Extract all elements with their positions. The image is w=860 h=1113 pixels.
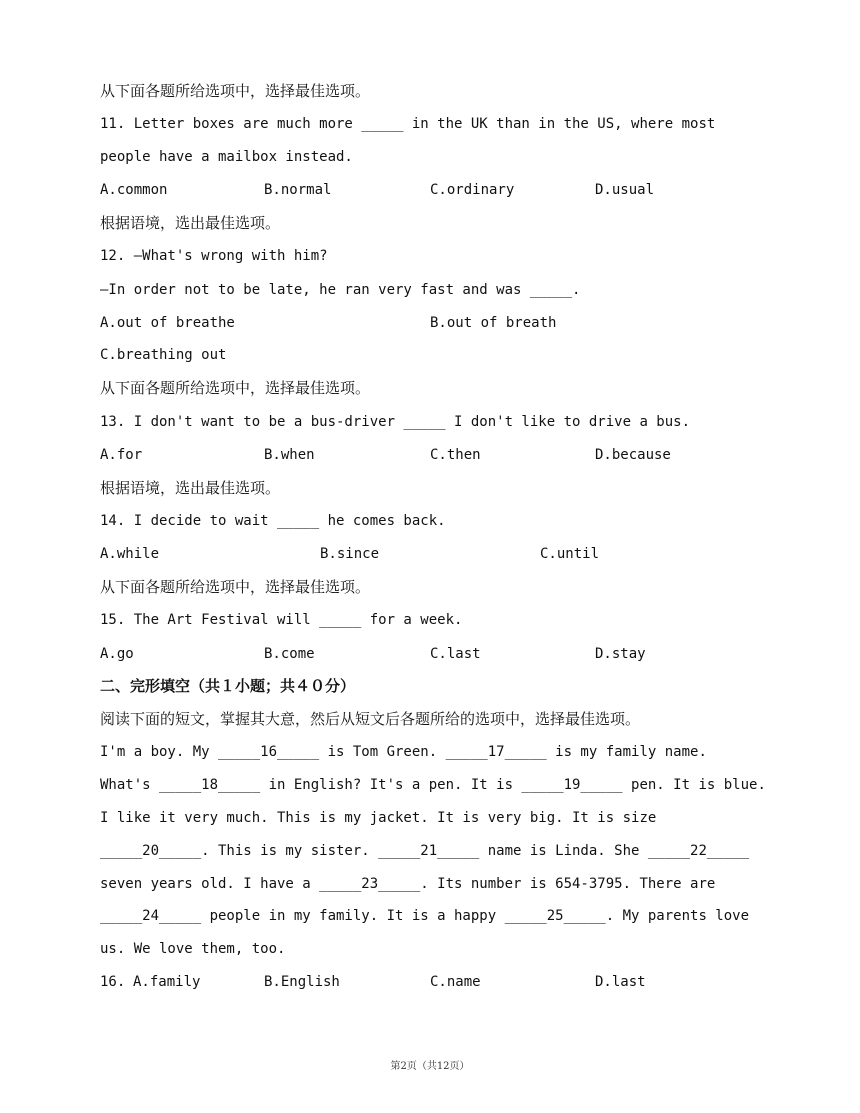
instruction-q13: 从下面各题所给选项中，选择最佳选项。 — [100, 379, 371, 397]
option-a[interactable]: A.out of breathe — [100, 315, 235, 331]
question-12-line-1: 12. —What's wrong with him? — [100, 248, 328, 264]
instruction-q14: 根据语境，选出最佳选项。 — [100, 479, 281, 497]
option-c[interactable]: C.name — [430, 974, 481, 990]
passage-line: What's _____18_____ in English? It's a pen. It is _____19_____ pen. It is blue. — [100, 777, 766, 793]
option-b[interactable]: B.come — [264, 646, 315, 662]
question-12-line-2: —In order not to be late, he ran very fast and was _____. — [100, 282, 581, 298]
passage-line: _____24_____ people in my family. It is a happy _____25_____. My parents love — [100, 908, 750, 924]
option-d[interactable]: D.stay — [595, 646, 646, 662]
option-b[interactable]: B.English — [264, 974, 340, 990]
option-c[interactable]: C.then — [430, 447, 481, 463]
option-c[interactable]: C.until — [540, 546, 600, 562]
option-b[interactable]: B.normal — [264, 182, 332, 198]
option-a[interactable]: A.for — [100, 447, 143, 463]
passage-line: seven years old. I have a _____23_____. Its number is 654-3795. There are — [100, 876, 716, 892]
passage-line: _____20_____. This is my sister. _____21_____ name is Linda. She _____22_____ — [100, 843, 750, 859]
option-a[interactable]: A.go — [100, 646, 134, 662]
section-2-instruction: 阅读下面的短文，掌握其大意，然后从短文后各题所给的选项中，选择最佳选项。 — [100, 710, 641, 728]
instruction-q11: 从下面各题所给选项中，选择最佳选项。 — [100, 82, 371, 100]
question-13-line-1: 13. I don't want to be a bus-driver _____ I don't like to drive a bus. — [100, 414, 691, 430]
section-2-title: 二、完形填空（共１小题；共４０分） — [100, 677, 356, 695]
question-15-line-1: 15. The Art Festival will _____ for a week. — [100, 612, 463, 628]
option-d[interactable]: D.last — [595, 974, 646, 990]
option-b[interactable]: B.out of breath — [430, 315, 557, 331]
question-11-line-1: 11. Letter boxes are much more _____ in the UK than in the US, where most — [100, 116, 716, 132]
option-b[interactable]: B.when — [264, 447, 315, 463]
passage-line: I'm a boy. My _____16_____ is Tom Green. _____17_____ is my family name. — [100, 744, 707, 760]
option-a[interactable]: A.while — [100, 546, 160, 562]
question-14-line-1: 14. I decide to wait _____ he comes back. — [100, 513, 446, 529]
option-a[interactable]: A.family — [133, 974, 201, 990]
question-16-number: 16. — [100, 974, 126, 990]
option-c[interactable]: C.ordinary — [430, 182, 515, 198]
page-footer: 第2页（共12页） — [390, 1061, 470, 1072]
question-11-line-2: people have a mailbox instead. — [100, 149, 353, 165]
option-d[interactable]: D.usual — [595, 182, 655, 198]
option-b[interactable]: B.since — [320, 546, 380, 562]
instruction-q12: 根据语境，选出最佳选项。 — [100, 214, 281, 232]
option-d[interactable]: D.because — [595, 447, 671, 463]
option-c[interactable]: C.breathing out — [100, 347, 227, 363]
passage-line: us. We love them, too. — [100, 941, 286, 957]
option-c[interactable]: C.last — [430, 646, 481, 662]
instruction-q15: 从下面各题所给选项中，选择最佳选项。 — [100, 578, 371, 596]
option-a[interactable]: A.common — [100, 182, 168, 198]
passage-line: I like it very much. This is my jacket. It is very big. It is size — [100, 810, 657, 826]
